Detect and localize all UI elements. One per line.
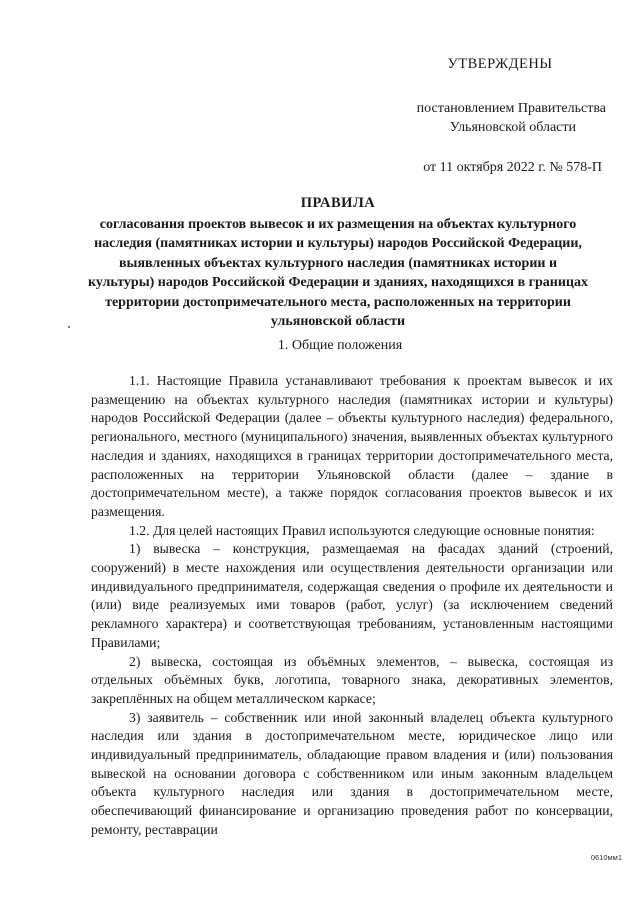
page-code: 0610мм1 [590, 853, 622, 862]
approval-basis [385, 99, 615, 137]
definition-applicant: 3) заявитель – собственник или иной законный владелец объекта культурного наследия или здания в достопримечательном месте, юридическое лицо или индивидуальный предприниматель, обладающие правом владения и (или) пользования вывеской на основании договора с собственником или иным законным владельцем объекта культурного наследия или здания в достопримечательном месте, обеспечивающий финансирование и организацию проведения работ по консервации, ремонту, реставрации [91, 709, 613, 837]
document-title-block [85, 194, 591, 332]
paragraph-1-1: 1.1. Настоящие Правила устанавливают требования к проектам вывесок и их размещению на объектах культурного наследия (памятниках истории и культуры) народов Российской Федерации (далее – объекты культурного наследия) федерального, регионального, местного (муниципального) значения, выявленных объектах культурного наследия и зданиях, находящихся в границах территории достопримечательного места, расположенных на территории Ульяновской области (далее – здание в достопримечательном месте), а также порядок согласования проектов вывесок и их размещения. [91, 373, 613, 519]
document-body [91, 372, 613, 840]
section-heading: 1. Общие положения [277, 338, 403, 353]
paragraph-1-2: 1.2. Для целей настоящих Правил используются следующие основные понятия: [129, 522, 595, 538]
definition-signboard: 1) вывеска – конструкция, размещаемая на фасадах зданий (строений, сооружений) в месте нахождения или осуществления деятельности организации или индивидуального предпринимателя, содержащая сведения о профиле их деятельности и (или) виде реализуемых ими товаров (работ, услуг) (за исключением сведений рекламного характера) и соответствующая требованиям, установленным настоящими Правилами; [91, 541, 613, 650]
scan-artifact-dot [68, 326, 70, 328]
approval-word: УТВЕРЖДЕНЫ [447, 56, 553, 72]
approval-date: от 11 октября 2022 г. № 578-П [423, 160, 602, 175]
approval-stamp [385, 56, 615, 176]
definition-volumetric-signboard: 2) вывеска, состоящая из объёмных элементов, – вывеска, состоящая из отдельных объёмных букв, логотипа, товарного знака, декоративных элементов, закреплённых на общем металлическом каркасе; [91, 653, 613, 706]
document-subtitle: согласования проектов вывесок и их размещения на объектах культурного наследия (памятниках истории и культуры) народов Российской Федерации, выявленных объектах культурного наследия (памятниках истории и культуры) народов Российской Федерации и зданиях, находящихся в границах территории достопримечательного места, расположенных на территории ульяновской области [87, 216, 588, 329]
approval-basis-line2: Ульяновской области [449, 120, 576, 135]
document-title: ПРАВИЛА [300, 195, 376, 211]
approval-basis-line1: постановлением Правительства [416, 101, 606, 116]
